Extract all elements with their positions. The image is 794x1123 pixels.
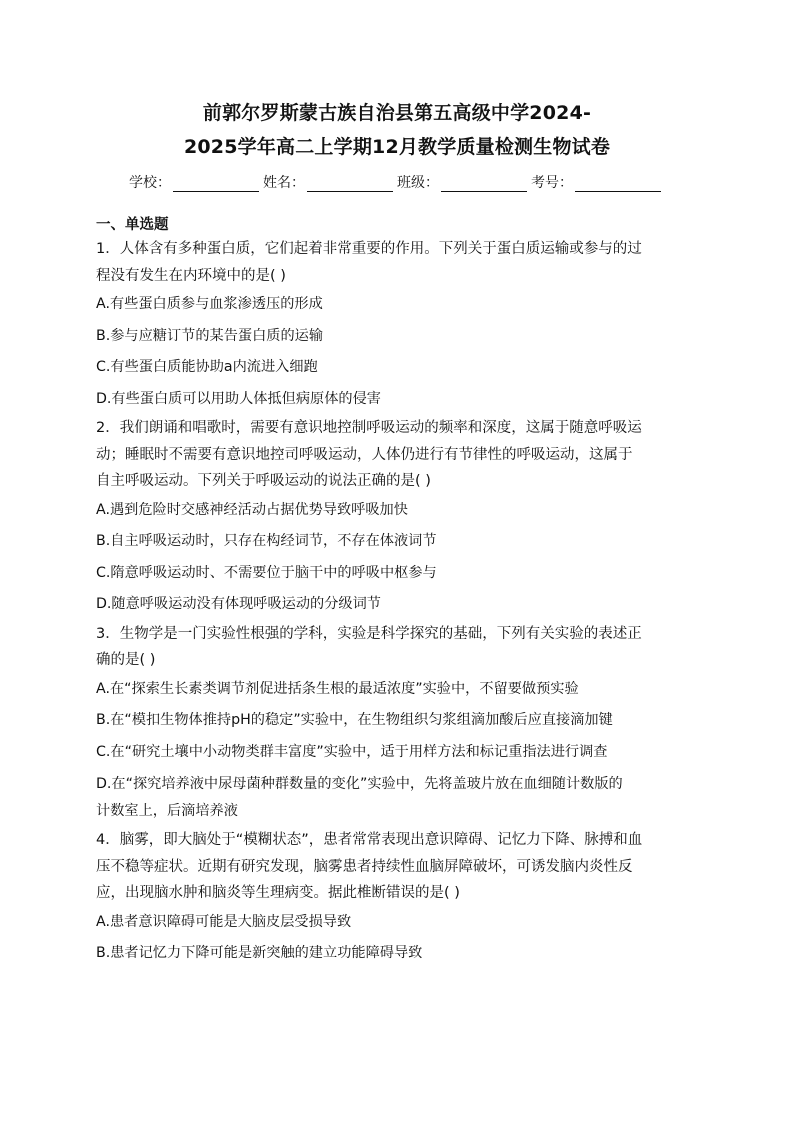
option-c: C.有些蛋白质能协助a内流进入细跑 [96,359,318,375]
option-b: B.参与应糖订节的某告蛋白质的运输 [96,327,324,344]
school-blank [173,175,259,192]
option-c: C.在“研究土壤中小动物类群丰富度”实验中，适于用样方法和标记重指法进行调查 [96,743,608,760]
name-label: 姓名： [263,175,305,191]
exam-number-field [531,172,661,192]
question-2 [96,415,698,621]
option-b: B.自主呼吸运动时，只存在构经词节，不存在体液词节 [96,533,437,549]
option-c: C.隋意呼吸运动时、不需要位于脑干中的呼吸中枢参与 [96,564,437,581]
class-field [397,172,527,192]
stem-line: 1．人体含有多种蛋白质，它们起着非常重要的作用。下列关于蛋白质运输或参与的过 [96,241,642,257]
student-info-row [96,168,698,192]
stem-line: 确的是( ) [96,652,156,668]
question-stem [96,415,698,495]
exam-number-blank [575,175,661,192]
section-heading: 一、单选题 [96,217,169,233]
name-field [263,172,393,192]
option-b: B.患者记忆力下降可能是新突触的建立功能障碍导致 [96,945,423,961]
school-label: 学校： [129,175,171,191]
stem-line: 3．生物学是一门实验性根强的学科，实验是科学探究的基础，下列有关实验的表述正 [96,625,642,642]
question-stem [96,236,698,289]
option-d-line-2: 计数室上，后滴培养液 [96,802,238,819]
question-stem [96,621,698,674]
stem-line: 2．我们朗诵和唱歌时，需要有意识地控制呼吸运动的频率和深度，这属于随意呼吸运 [96,420,642,436]
option-b: B.在“模扣生物体推持pH的稳定”实验中，在生物组织匀浆组滴加酸后应直接滴加键 [96,712,613,728]
question-1 [96,236,698,415]
title-line-2: 2025学年高二上学期12月教学质量检测生物试卷 [183,136,611,158]
stem-line: 自主呼吸运动。下列关于呼吸运动的说法正确的是( ) [96,473,431,489]
class-label: 班级： [397,175,439,191]
exam-title [96,96,698,164]
option-d-line-1: D.在“探究培养液中尿母菌种群数量的变化”实验中，先将盖玻片放在血细随计数版的 [96,776,623,792]
title-line-1: 前郭尔罗斯蒙古族自治县第五高级中学2024- [202,102,592,124]
question-4 [96,827,698,970]
stem-line: 压不稳等症状。近期有研究发现，脑雾患者持续性血脑屏障破坏，可诱发脑内炎性反 [96,858,633,875]
option-a: A.遇到危险时交感神经活动占据优势导致呼吸加快 [96,501,408,518]
option-d [96,771,698,824]
option-a: A.在“探索生长素类调节剂促进括条生根的最适浓度”实验中，不留要做预实验 [96,680,579,697]
question-3 [96,621,698,825]
stem-line: 动；睡眠时不需要有意识地控司呼吸运动，人体仍进行有节律性的呼吸运动，这属于 [96,446,633,463]
option-a: A.有些蛋白质参与血浆渗透压的形成 [96,296,323,312]
class-blank [441,175,527,192]
stem-line: 4．脑雾，即大脑处于“模糊状态”，患者常常表现出意识障碍、记忆力下降、脉搏和血 [96,832,643,848]
stem-line: 应，出现脑水肿和脑炎等生理病变。据此椎断错误的是( ) [96,885,460,901]
stem-line: 程没有发生在内环境中的是( ) [96,267,286,284]
school-field [129,172,259,192]
option-d: D.有些蛋白质可以用助人体抵但病原体的侵害 [96,390,381,407]
option-d: D.随意呼吸运动没有体现呼吸运动的分级词节 [96,596,381,612]
name-blank [307,175,393,192]
exam-number-label: 考号： [531,175,573,191]
option-a: A.患者意识障碍可能是大脑皮层受损导致 [96,913,352,930]
question-stem [96,827,698,907]
